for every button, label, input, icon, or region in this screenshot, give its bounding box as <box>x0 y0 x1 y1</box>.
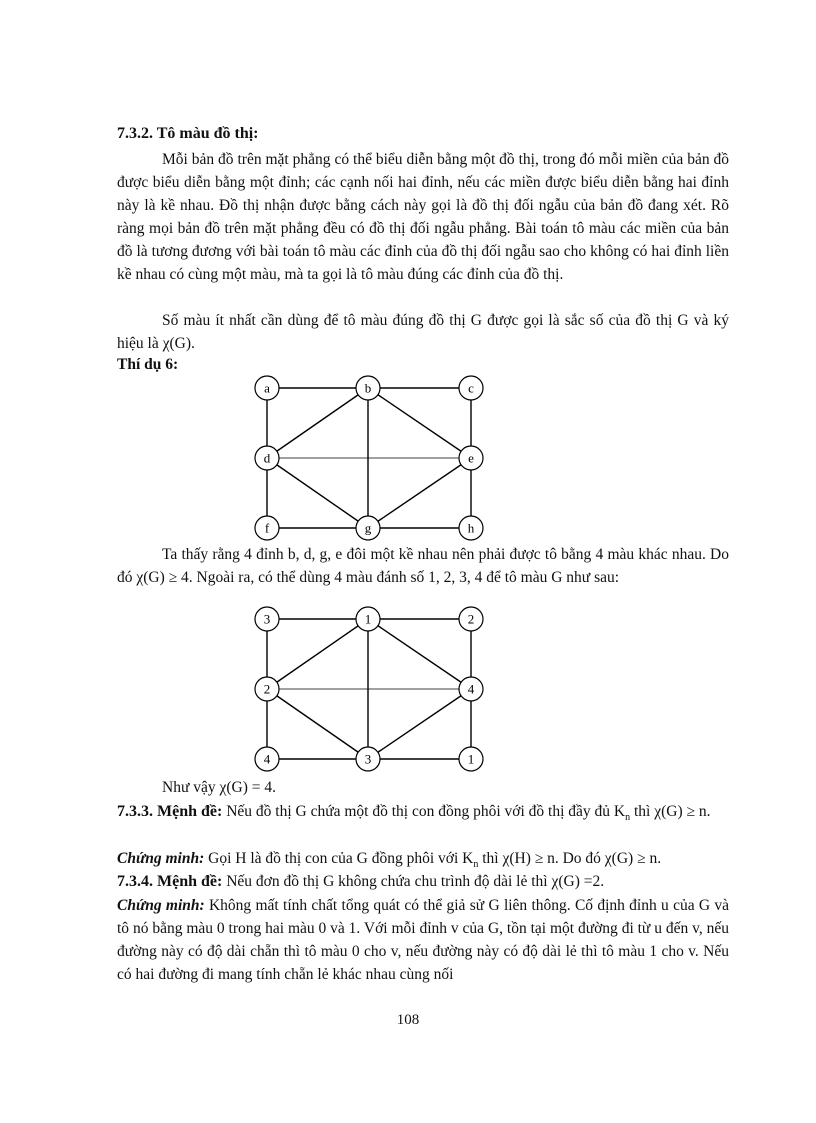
proposition-7-3-4 <box>117 870 729 893</box>
proposition-7-3-3-title: 7.3.3. Mệnh đề: <box>117 803 223 820</box>
subscript-n: n <box>473 859 479 871</box>
paragraph-lower-bound: Ta thấy rằng 4 đỉnh b, d, g, e đôi một kề nhau nên phải được tô bằng 4 màu khác nhau. Do đó χ(G) ≥ 4. Ngoài ra, có thể dùng 4 màu đánh số 1, 2, 3, 4 để tô màu G như sau: <box>117 546 729 586</box>
proof-7-3-3-text: Gọi H là đồ thị con của G đồng phôi với K <box>208 850 474 867</box>
edge-b-e <box>368 619 471 689</box>
svg-text:b: b <box>364 380 372 396</box>
vertex-d <box>255 446 279 470</box>
svg-text:4: 4 <box>263 751 271 767</box>
subscript-n: n <box>625 812 631 824</box>
edge-d-g <box>267 689 368 759</box>
edge-e-g <box>368 458 471 528</box>
vertex-color-middle-left <box>255 677 279 701</box>
vertex-color-bottom-middle <box>356 747 380 771</box>
section-title-7-3-2: 7.3.2. Tô màu đồ thị: <box>117 125 259 142</box>
proof-label: Chứng minh: <box>117 897 205 914</box>
vertex-h <box>459 516 483 540</box>
vertex-b <box>356 376 380 400</box>
svg-text:c: c <box>468 380 474 396</box>
svg-text:1: 1 <box>364 611 372 627</box>
chromatic-number-conclusion: Như vậy χ(G) = 4. <box>162 779 276 796</box>
svg-text:2: 2 <box>467 611 475 627</box>
proposition-7-3-3 <box>117 800 729 829</box>
svg-text:3: 3 <box>263 611 271 627</box>
proposition-7-3-4-text: Nếu đơn đồ thị G không chứa chu trình độ dài lẻ thì χ(G) =2. <box>226 873 605 890</box>
edge-e-g <box>368 689 471 759</box>
example-graph-letters <box>250 374 490 544</box>
svg-text:f: f <box>264 520 270 536</box>
example-6-label: Thí dụ 6: <box>117 356 179 373</box>
svg-text:a: a <box>264 380 270 396</box>
svg-text:1: 1 <box>467 751 475 767</box>
proof-7-3-4-text: Không mất tính chất tổng quát có thể giả sử G liên thông. Cố định đỉnh u của G và tô nó bằng màu 0 trong hai màu 0 và 1. Với mỗi đỉnh v của G, tồn tại một đường đi từ u đến v, nếu đường này có độ dài chẵn thì tô màu 0 cho v, nếu đường này có độ dài lẻ thì tô màu 1 cho v. Nếu có hai đường đi mang tính chẵn lẻ khác nhau cùng nối <box>117 897 729 983</box>
vertex-color-top-middle <box>356 607 380 631</box>
svg-text:e: e <box>468 450 474 466</box>
proof-7-3-3-text-end: thì χ(H) ≥ n. Do đó χ(G) ≥ n. <box>478 850 662 867</box>
page-number: 108 <box>396 1012 420 1028</box>
vertex-e <box>459 446 483 470</box>
vertex-c <box>459 376 483 400</box>
svg-text:h: h <box>467 520 475 536</box>
edge-b-d <box>267 619 368 689</box>
vertex-f <box>255 516 279 540</box>
proof-7-3-4 <box>117 894 729 986</box>
vertex-color-middle-right <box>459 677 483 701</box>
svg-text:4: 4 <box>467 681 475 697</box>
svg-text:g: g <box>364 520 372 536</box>
svg-text:3: 3 <box>364 751 372 767</box>
vertex-a <box>255 376 279 400</box>
edge-b-e <box>368 388 471 458</box>
svg-text:2: 2 <box>263 681 271 697</box>
proposition-7-3-3-text: Nếu đồ thị G chứa một đồ thị con đồng phôi với đồ thị đầy đủ K <box>226 803 626 820</box>
svg-text:d: d <box>263 450 271 466</box>
proof-label: Chứng minh: <box>117 850 205 867</box>
vertex-color-bottom-left <box>255 747 279 771</box>
paragraph-chromatic-number-definition: Số màu ít nhất cần dùng để tô màu đúng đồ thị G được gọi là sắc số của đồ thị G và ký hiệu là χ(G). <box>117 312 729 352</box>
paragraph-graph-coloring-intro: Mỗi bản đồ trên mặt phẳng có thể biểu diễn bằng một đồ thị, trong đó mỗi miền của bản đồ được biểu diễn bằng một đỉnh; các cạnh nối hai đỉnh, nếu các miền được biểu diễn bằng hai đỉnh này là kề nhau. Đồ thị nhận được bằng cách này gọi là đồ thị đối ngẫu của bản đồ đang xét. Rõ ràng mọi bản đồ trên mặt phẳng đều có đồ thị đối ngẫu phẳng. Bài toán tô màu các miền của bản đồ là tương đương với bài toán tô màu các đỉnh của đồ thị đối ngẫu sao cho không có hai đỉnh liền kề nhau có cùng một màu, mà ta gọi là tô màu đúng các đỉnh của đồ thị. <box>117 151 729 283</box>
edge-b-d <box>267 388 368 458</box>
proposition-7-3-4-title: 7.3.4. Mệnh đề: <box>117 873 223 890</box>
example-graph-colored <box>250 605 490 775</box>
proposition-7-3-3-text-end: thì χ(G) ≥ n. <box>630 803 711 820</box>
vertex-color-top-right <box>459 607 483 631</box>
vertex-color-bottom-right <box>459 747 483 771</box>
vertex-g <box>356 516 380 540</box>
edge-d-g <box>267 458 368 528</box>
vertex-color-top-left <box>255 607 279 631</box>
